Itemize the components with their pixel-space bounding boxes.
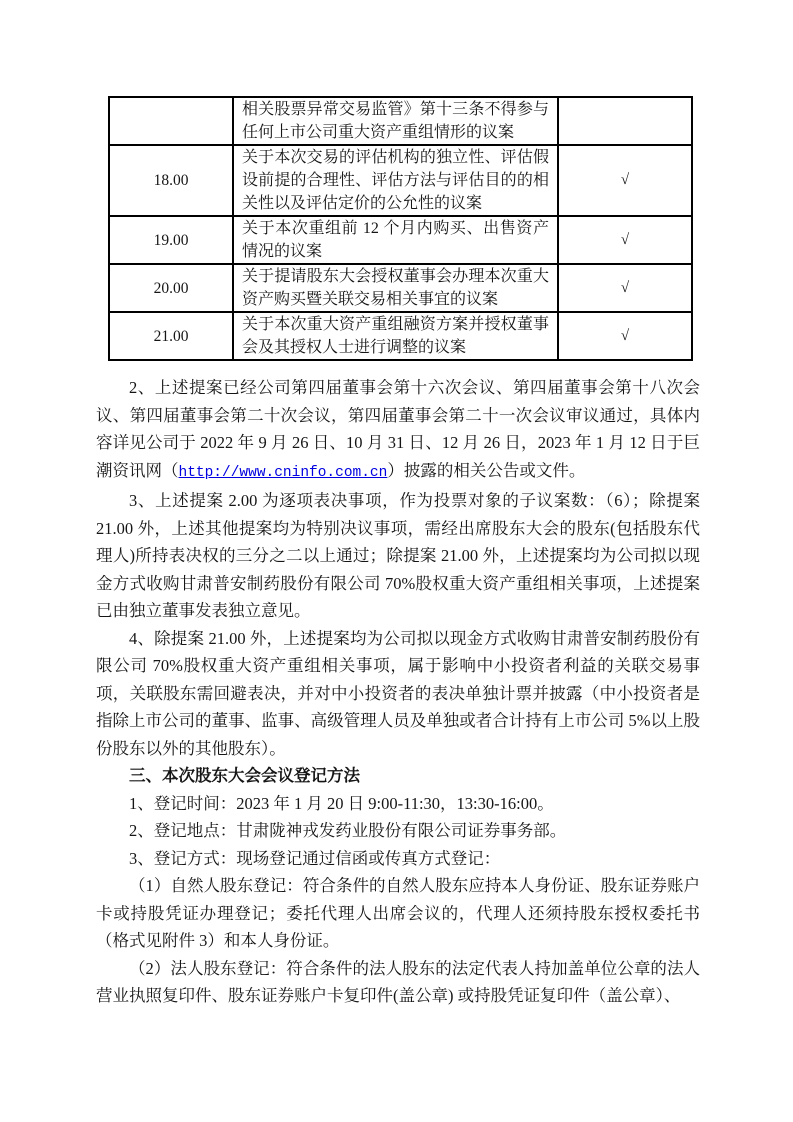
table-row [109, 145, 692, 216]
paragraph-text-before-link: 2、上述提案已经公司第四届董事会第十六次会议、第四届董事会第十八次会议、第四届董事会第二十次会议，第四届董事会第二十一次会议审议通过，具体内容详见公司于 2022 年 9 月 26 日、10 月 31 日、12 月 26 日，2023 年 1 月 12 日于巨潮资讯网（ [96, 378, 700, 480]
table-row [109, 264, 692, 312]
table-row [109, 216, 692, 264]
proposal-code-cell: 20.00 [109, 264, 233, 312]
paragraph-voting-rules: 3、上述提案 2.00 为逐项表决事项，作为投票对象的子议案数：（6）；除提案 21.00 外，上述其他提案均为特别决议事项，需经出席股东大会的股东(包括股东代理人)所持表决权的三分之二以上通过；除提案 21.00 外，上述提案均为公司拟以现金方式收购甘肃普安制药股份有限公司 70%股权重大资产重组相关事项，上述提案已由独立董事发表独立意见。 [96, 491, 700, 620]
table-row [109, 97, 692, 145]
registration-place-item: 2、登记地点：甘肃陇神戎发药业股份有限公司证券事务部。 [129, 821, 567, 840]
proposal-vote-cell: √ [558, 264, 692, 312]
paragraph-minority-investors: 4、除提案 21.00 外，上述提案均为公司拟以现金方式收购甘肃普安制药股份有限公司 70%股权重大资产重组相关事项，属于影响中小投资者利益的关联交易事项，关联股东需回避表决，并对中小投资者的表决单独计票并披露（中小投资者是指除上市公司的董事、监事、高级管理人员及单独或者合计持有上市公司 5%以上股份股东以外的其他股东）。 [96, 628, 700, 758]
cninfo-website-link[interactable]: http://www.cninfo.com.cn [178, 464, 388, 481]
proposal-desc-cell: 相关股票异常交易监管》第十三条不得参与任何上市公司重大资产重组情形的议案 [233, 97, 558, 145]
proposal-desc-cell: 关于本次交易的评估机构的独立性、评估假设前提的合理性、评估方法与评估目的的相关性以及评估定价的公允性的议案 [233, 145, 558, 216]
proposals-table [108, 96, 693, 361]
registration-method-item: 3、登记方式：现场登记通过信函或传真方式登记： [129, 848, 501, 868]
proposal-code-cell: 21.00 [109, 312, 233, 360]
proposal-vote-cell: √ [558, 312, 692, 360]
table-row [109, 312, 692, 360]
proposal-vote-cell: √ [558, 216, 692, 264]
proposal-code-cell: 18.00 [109, 145, 233, 216]
proposal-desc-cell: 关于本次重组前 12 个月内购买、出售资产情况的议案 [233, 216, 558, 264]
proposal-vote-cell: √ [558, 145, 692, 216]
document-body [96, 374, 700, 1010]
legal-person-registration-item: （2）法人股东登记：符合条件的法人股东的法定代表人持加盖单位公章的法人营业执照复印件、股东证券账户卡复印件(盖公章) 或持股凭证复印件（盖公章）、 [96, 958, 700, 1005]
proposal-vote-cell [558, 97, 692, 145]
proposal-desc-cell: 关于提请股东大会授权董事会办理本次重大资产购买暨关联交易相关事宜的议案 [233, 264, 558, 312]
proposal-code-cell: 19.00 [109, 216, 233, 264]
paragraph-text-after-link: ）披露的相关公告或文件。 [387, 460, 586, 480]
proposal-desc-cell: 关于本次重大资产重组融资方案并授权董事会及其授权人士进行调整的议案 [233, 312, 558, 360]
natural-person-registration-item: （1）自然人股东登记：符合条件的自然人股东应持本人身份证、股东证券账户卡或持股凭证办理登记；委托代理人出席会议的，代理人还须持股东授权委托书（格式见附件 3）和本人身份证。 [96, 876, 700, 950]
section-heading-registration-method: 三、本次股东大会会议登记方法 [129, 766, 360, 785]
paragraph-board-meetings [96, 374, 700, 487]
proposal-code-cell [109, 97, 233, 145]
registration-time-item: 1、登记时间：2023 年 1 月 20 日 9:00-11:30，13:30-16:00。 [129, 793, 554, 813]
